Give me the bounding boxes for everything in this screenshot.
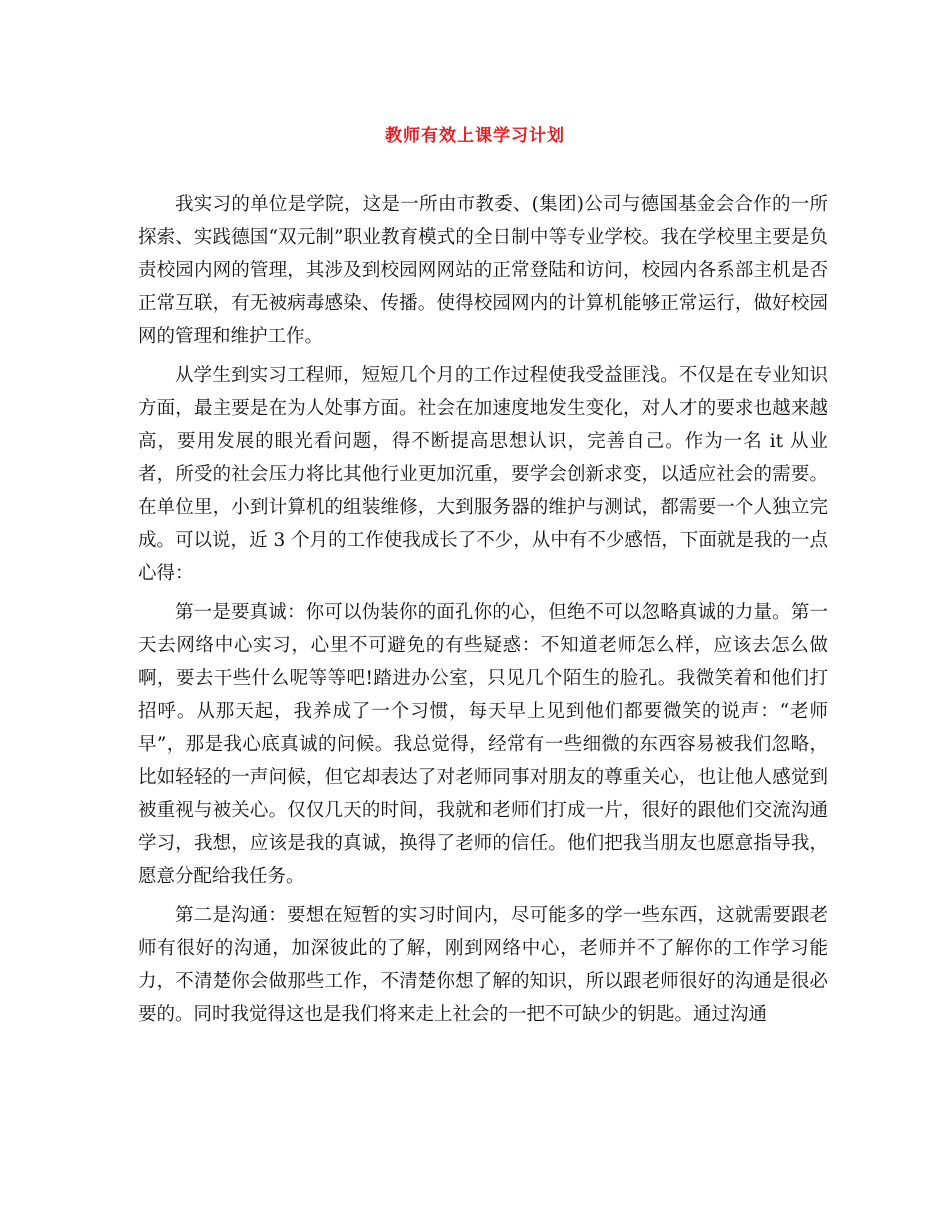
paragraph: 第一是要真诚：你可以伪装你的面孔你的心，但绝不可以忽略真诚的力量。第一天去网络中心实习，心里不可避免的有些疑惑：不知道老师怎么样，应该去怎么做啊，要去干些什么呢等等吧!踏进办公室，只见几个陌生的脸孔。我微笑着和他们打招呼。从那天起，我养成了一个习惯，每天早上见到他们都要微笑的说声：“老师早”，那是我心底真诚的问候。我总觉得，经常有一些细微的东西容易被我们忽略，比如轻轻的一声问候，但它却表达了对老师同事对朋友的尊重关心，也让他人感觉到被重视与被关心。仅仅几天的时间，我就和老师们打成一片，很好的跟他们交流沟通学习，我想，应该是我的真诚，换得了老师的信任。他们把我当朋友也愿意指导我，愿意分配给我任务。 bbox=[138, 602, 828, 887]
paragraph: 我实习的单位是学院，这是一所由市教委、(集团)公司与德国基金会合作的一所探索、实践德国“双元制”职业教育模式的全日制中等专业学校。我在学校里主要是负责校园内网的管理，其涉及到校园网网站的正常登陆和访问，校园内各系部主机是否正常互联，有无被病毒感染、传播。使得校园网内的计算机能够正常运行，做好校园网的管理和维护工作。 bbox=[138, 194, 828, 347]
paragraph: 从学生到实习工程师，短短几个月的工作过程使我受益匪浅。不仅是在专业知识方面，最主要是在为人处事方面。社会在加速度地发生变化，对人才的要求也越来越高，要用发展的眼光看问题，得不断提高思想认识，完善自己。作为一名 it 从业者，所受的社会压力将比其他行业更加沉重，要学会创新求变，以适应社会的需要。在单位里，小到计算机的组装维修，大到服务器的维护与测试，都需要一个人独立完成。可以说，近 3 个月的工作使我成长了不少，从中有不少感悟，下面就是我的一点心得： bbox=[138, 365, 828, 584]
document-title: 教师有效上课学习计划 bbox=[385, 126, 565, 146]
document-body bbox=[138, 188, 828, 1037]
paragraph: 第二是沟通：要想在短暂的实习时间内，尽可能多的学一些东西，这就需要跟老师有很好的沟通，加深彼此的了解，刚到网络中心，老师并不了解你的工作学习能力，不清楚你会做那些工作，不清楚你想了解的知识，所以跟老师很好的沟通是很必要的。同时我觉得这也是我们将来走上社会的一把不可缺少的钥匙。通过沟通 bbox=[138, 905, 828, 1025]
